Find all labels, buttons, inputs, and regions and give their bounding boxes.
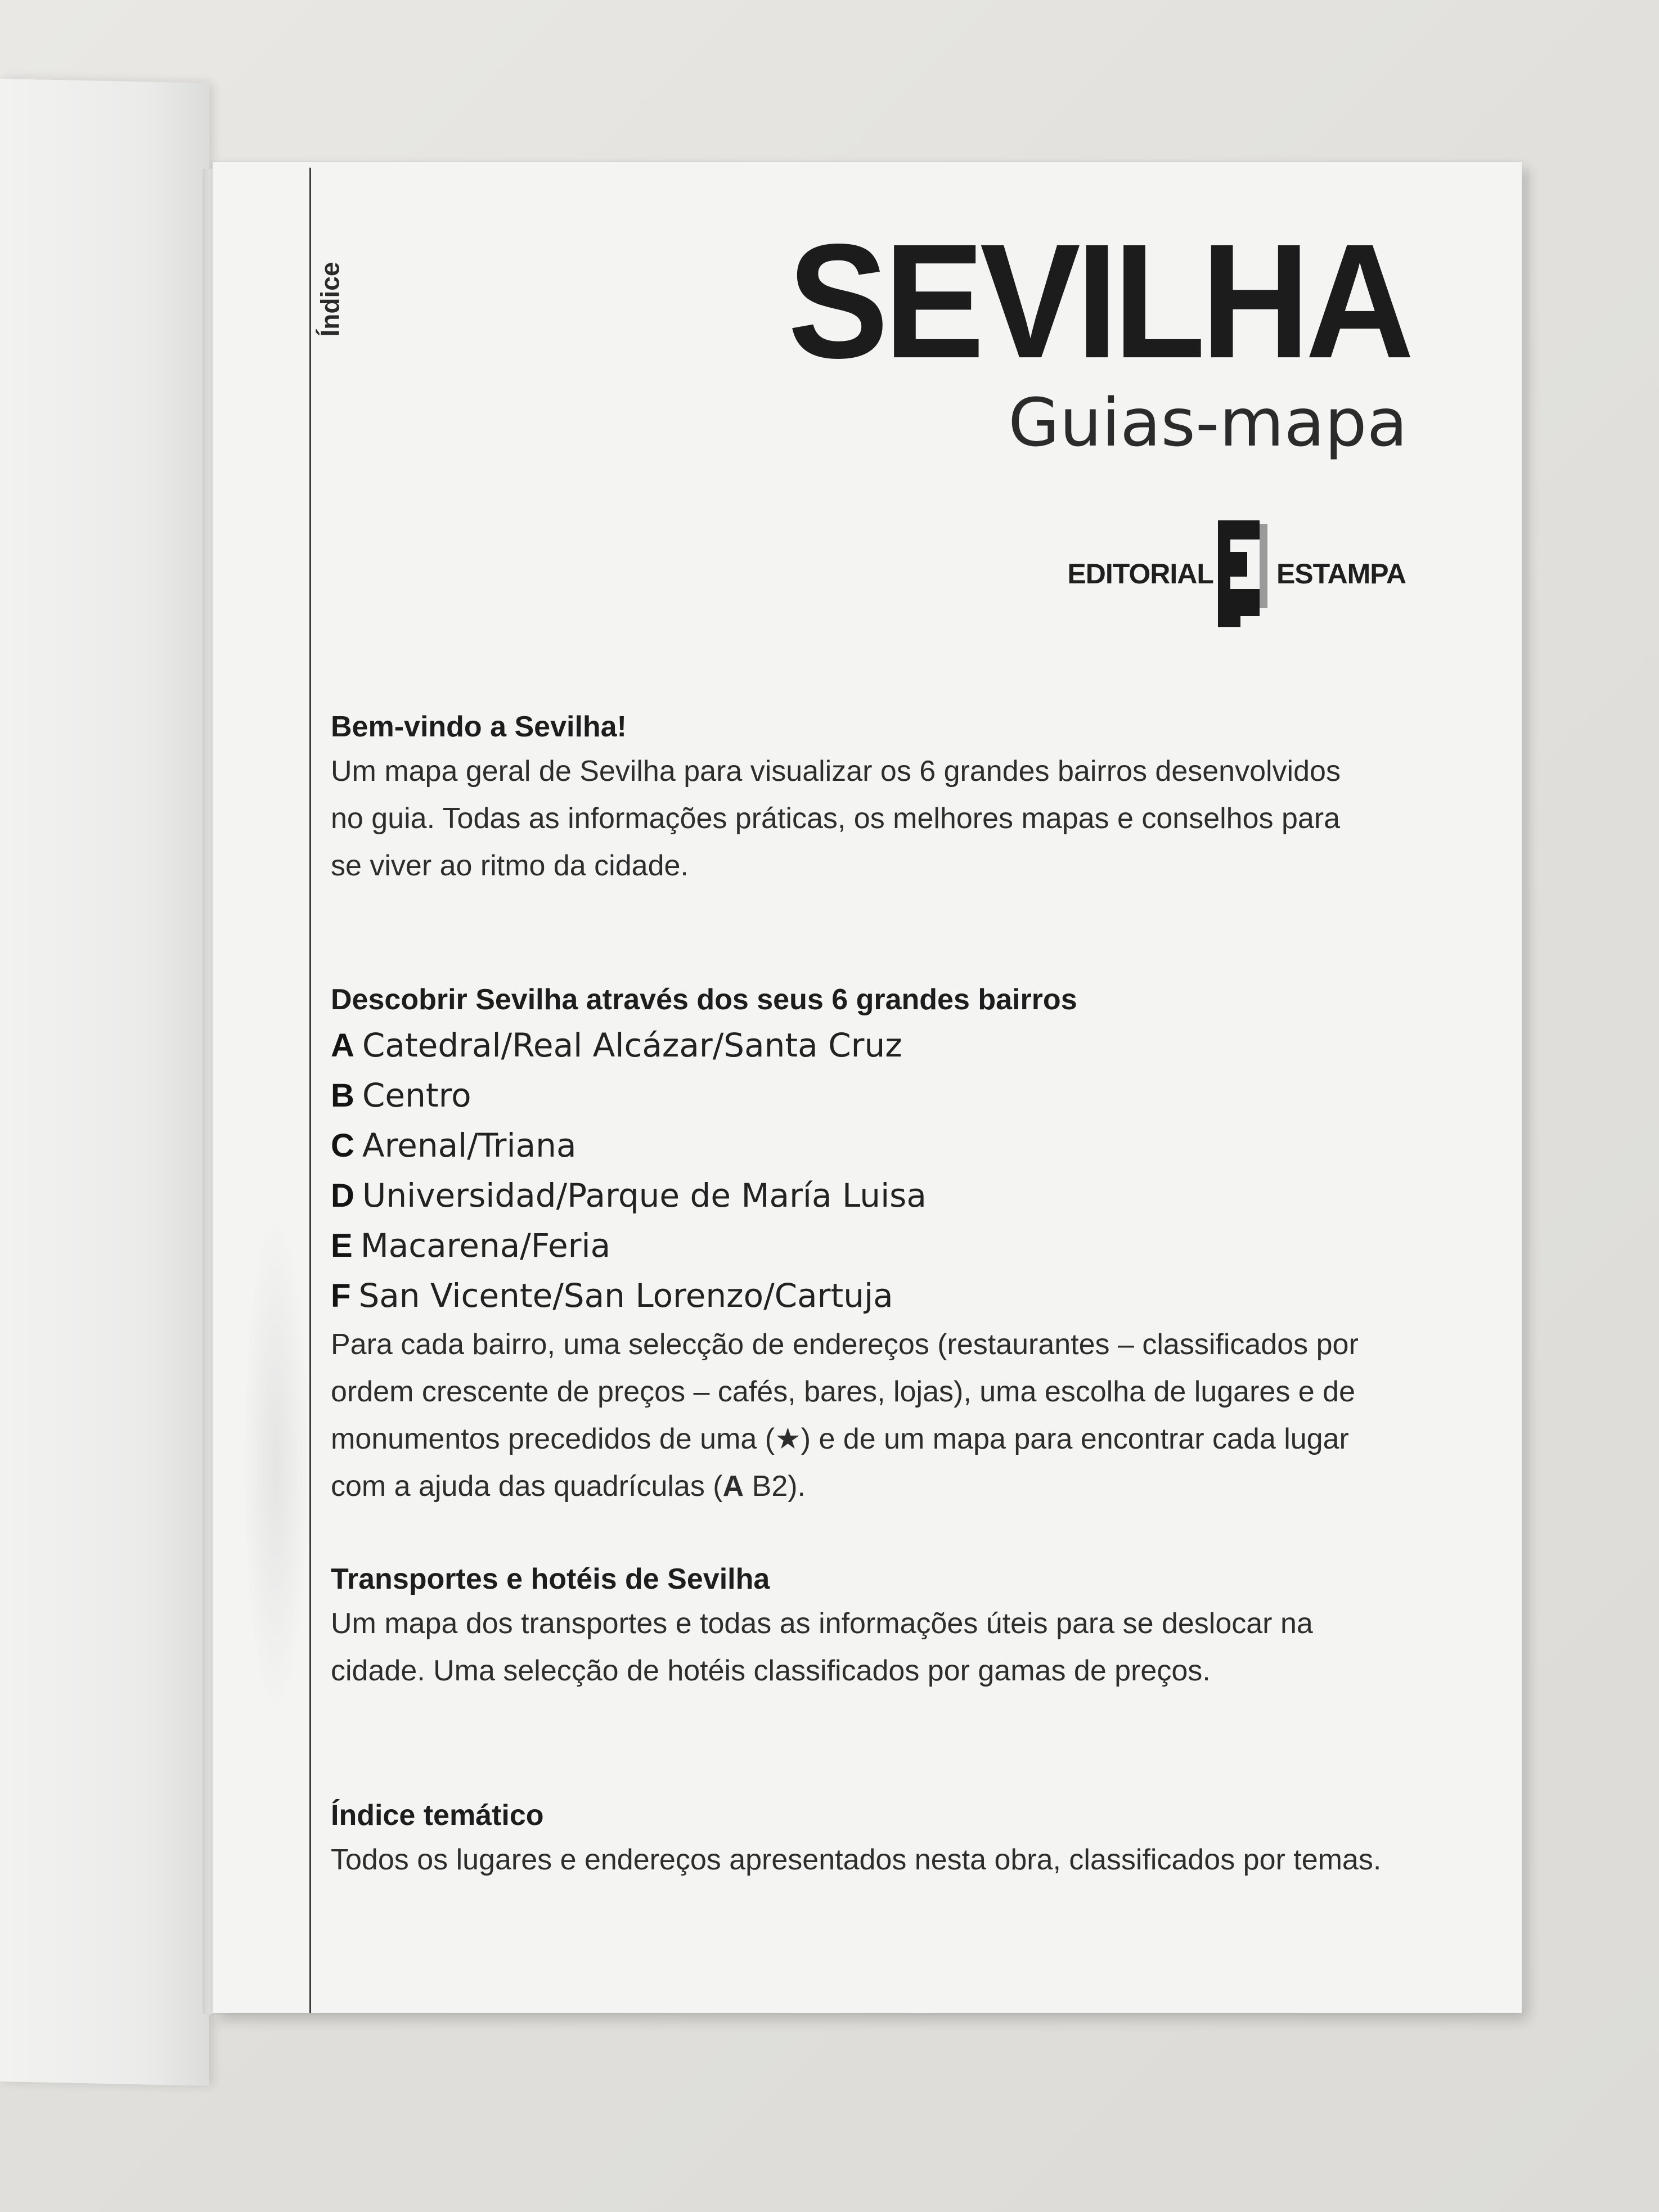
grid-ref-rest: B2). [744,1470,806,1503]
district-name: Macarena/Feria [360,1226,611,1265]
district-name: Arenal/Triana [362,1126,577,1165]
welcome-line: Um mapa geral de Sevilha para visualizar os 6 grandes bairros desenvolvidos [331,755,1341,788]
districts-line: monumentos precedidos de uma (★) e de um mapa para encontrar cada lugar [331,1423,1349,1455]
publisher-logo-block [1067,520,1406,627]
index-section [331,1797,1456,1883]
transport-line: Um mapa dos transportes e todas as informações úteis para se deslocar na [331,1607,1313,1640]
welcome-line: no guia. Todas as informações práticas, os melhores mapas e conselhos para [331,802,1341,835]
district-name: San Vicente/San Lorenzo/Cartuja [358,1276,893,1315]
district-letter: C [331,1127,354,1164]
cover-fold-edge [203,169,213,2014]
district-letter: A [331,1027,354,1064]
transport-line: cidade. Uma selecção de hotéis classificados por gamas de preços. [331,1654,1211,1687]
page-subtitle: Guias-mapa [1008,384,1408,461]
district-item [331,1221,1456,1271]
district-item [331,1020,1456,1071]
page-title: SEVILHA [788,209,1410,392]
district-name: Centro [362,1076,471,1114]
district-name: Universidad/Parque de María Luisa [362,1176,927,1215]
district-item [331,1171,1456,1221]
inner-cover-left [0,79,209,2086]
transport-section [331,1561,1456,1694]
districts-section [331,982,1456,1510]
publisher-name-right: ESTAMPA [1276,558,1406,590]
districts-line: Para cada bairro, uma selecção de endereços (restaurantes – classificados por [331,1328,1359,1361]
district-item [331,1271,1456,1321]
district-name: Catedral/Real Alcázar/Santa Cruz [362,1026,902,1064]
welcome-section [331,709,1456,889]
welcome-line: se viver ao ritmo da cidade. [331,849,689,882]
page-smudge [242,1210,309,1716]
margin-rule [309,168,311,2013]
district-letter: B [331,1077,354,1114]
district-letter: E [331,1228,353,1264]
district-item [331,1071,1456,1121]
districts-line: ordem crescente de preços – cafés, bares, lojas), uma escolha de lugares e de [331,1375,1355,1408]
district-letter: D [331,1177,354,1214]
districts-last-line [331,1463,1456,1510]
side-label: Índice [315,262,345,337]
index-line: Todos os lugares e endereços apresentados nesta obra, classificados por temas. [331,1844,1382,1876]
district-item [331,1121,1456,1171]
welcome-heading: Bem-vindo a Sevilha! [331,711,627,743]
grid-ref-prefix: com a ajuda das quadrículas ( [331,1470,723,1503]
districts-heading: Descobrir Sevilha através dos seus 6 grandes bairros [331,983,1077,1016]
index-heading: Índice temático [331,1799,544,1832]
publisher-name-left: EDITORIAL [1067,558,1213,590]
transport-heading: Transportes e hotéis de Sevilha [331,1563,770,1595]
grid-ref-letter: A [722,1470,744,1503]
publisher-e-logo-icon [1218,520,1272,627]
district-letter: F [331,1278,351,1314]
